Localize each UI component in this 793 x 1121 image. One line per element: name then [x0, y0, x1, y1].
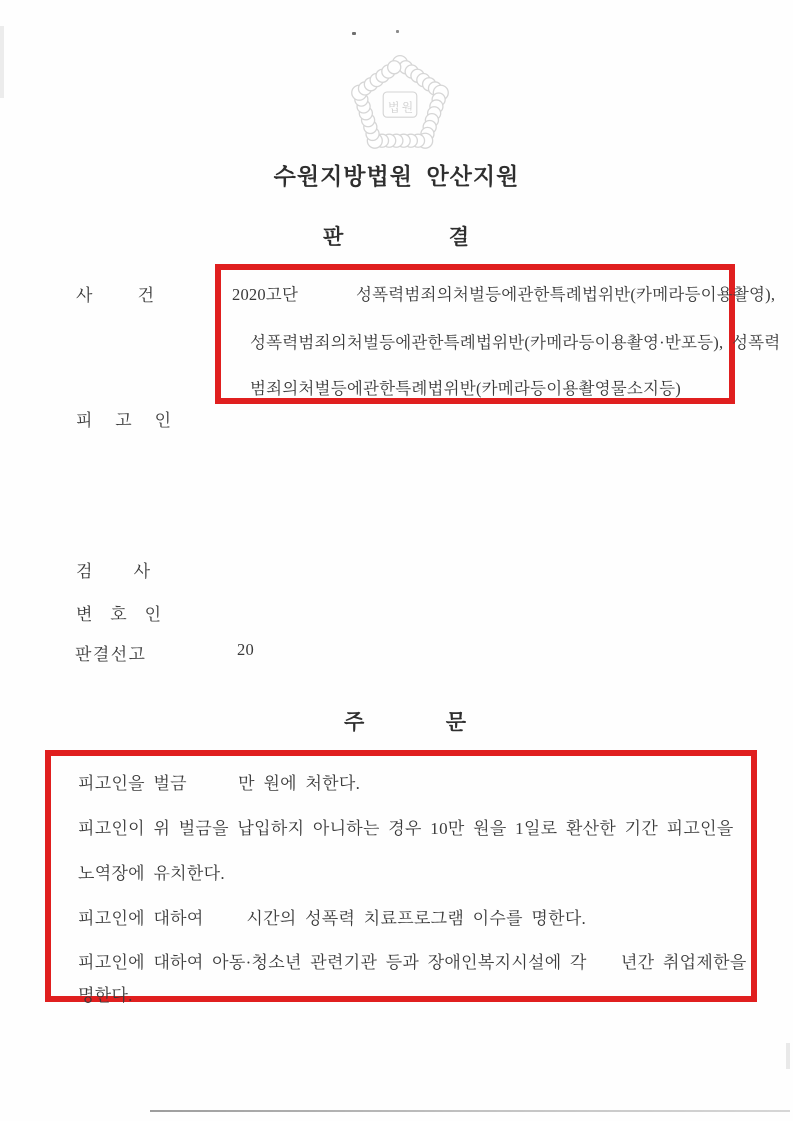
- prosecutor-label-char: 사: [133, 562, 150, 581]
- sentencing-label: [75, 640, 145, 665]
- case-number: 2020고단: [232, 285, 299, 304]
- sentencing-label-char: 결: [92, 645, 110, 664]
- scan-speck: [352, 32, 356, 35]
- counsel-label-char: 호: [110, 605, 127, 624]
- scan-speck: [396, 30, 399, 33]
- order-line: 명한다.: [78, 986, 133, 1005]
- judgment-heading-char: 결: [448, 225, 469, 249]
- order-line: 노역장에 유치한다.: [78, 864, 225, 883]
- case-line-2: 성폭력범죄의처벌등에관한특례법위반(카메라등이용촬영·반포등), 성폭력: [250, 333, 781, 352]
- defendant-label-char: 인: [154, 411, 171, 430]
- bottom-scan-line: [150, 1110, 790, 1112]
- scan-edge-artifact: [0, 26, 4, 98]
- order-heading: [344, 706, 466, 736]
- defendant-label: [76, 406, 171, 431]
- prosecutor-label: [76, 557, 150, 582]
- order-line: 피고인이 위 벌금을 납입하지 아니하는 경우 10만 원을 1일로 환산한 기간 피고인을: [78, 819, 734, 838]
- order-heading-char: 주: [344, 710, 365, 734]
- case-label-char: 건: [137, 286, 154, 305]
- counsel-label-char: 변: [76, 605, 93, 624]
- court-name: 수원지방법원 안산지원: [273, 164, 520, 189]
- case-label-char: 사: [76, 286, 93, 305]
- sentencing-label-char: 판: [75, 645, 92, 664]
- order-line: 피고인에 대하여 아동·청소년 관련기관 등과 장애인복지시설에 각 년간 취업제한을: [78, 953, 747, 972]
- order-heading-char: 문: [445, 710, 466, 734]
- scan-edge-artifact: [786, 1043, 790, 1069]
- sentencing-label-char: 고: [128, 645, 145, 664]
- sentencing-label-char: 선: [110, 645, 128, 664]
- judgment-heading-char: 판: [323, 225, 344, 249]
- order-line: 피고인에 대하여 시간의 성폭력 치료프로그램 이수를 명한다.: [78, 909, 587, 928]
- defendant-label-char: 고: [115, 411, 132, 430]
- prosecutor-label-char: 검: [76, 562, 93, 581]
- defendant-label-char: 피: [76, 411, 93, 430]
- counsel-label: [76, 600, 161, 625]
- counsel-label-char: 인: [144, 605, 161, 624]
- court-seal: [336, 50, 464, 162]
- order-line: 피고인을 벌금 만 원에 처한다.: [78, 774, 361, 793]
- case-line-3: 범죄의처벌등에관한특례법위반(카메라등이용촬영물소지등): [250, 379, 682, 398]
- court-seal-text: 법원: [387, 100, 416, 115]
- case-line-1: 성폭력범죄의처벌등에관한특례법위반(카메라등이용촬영),: [356, 285, 776, 304]
- judgment-heading: [323, 221, 469, 251]
- case-label: [76, 281, 154, 306]
- sentencing-date-partial: 20: [237, 640, 254, 659]
